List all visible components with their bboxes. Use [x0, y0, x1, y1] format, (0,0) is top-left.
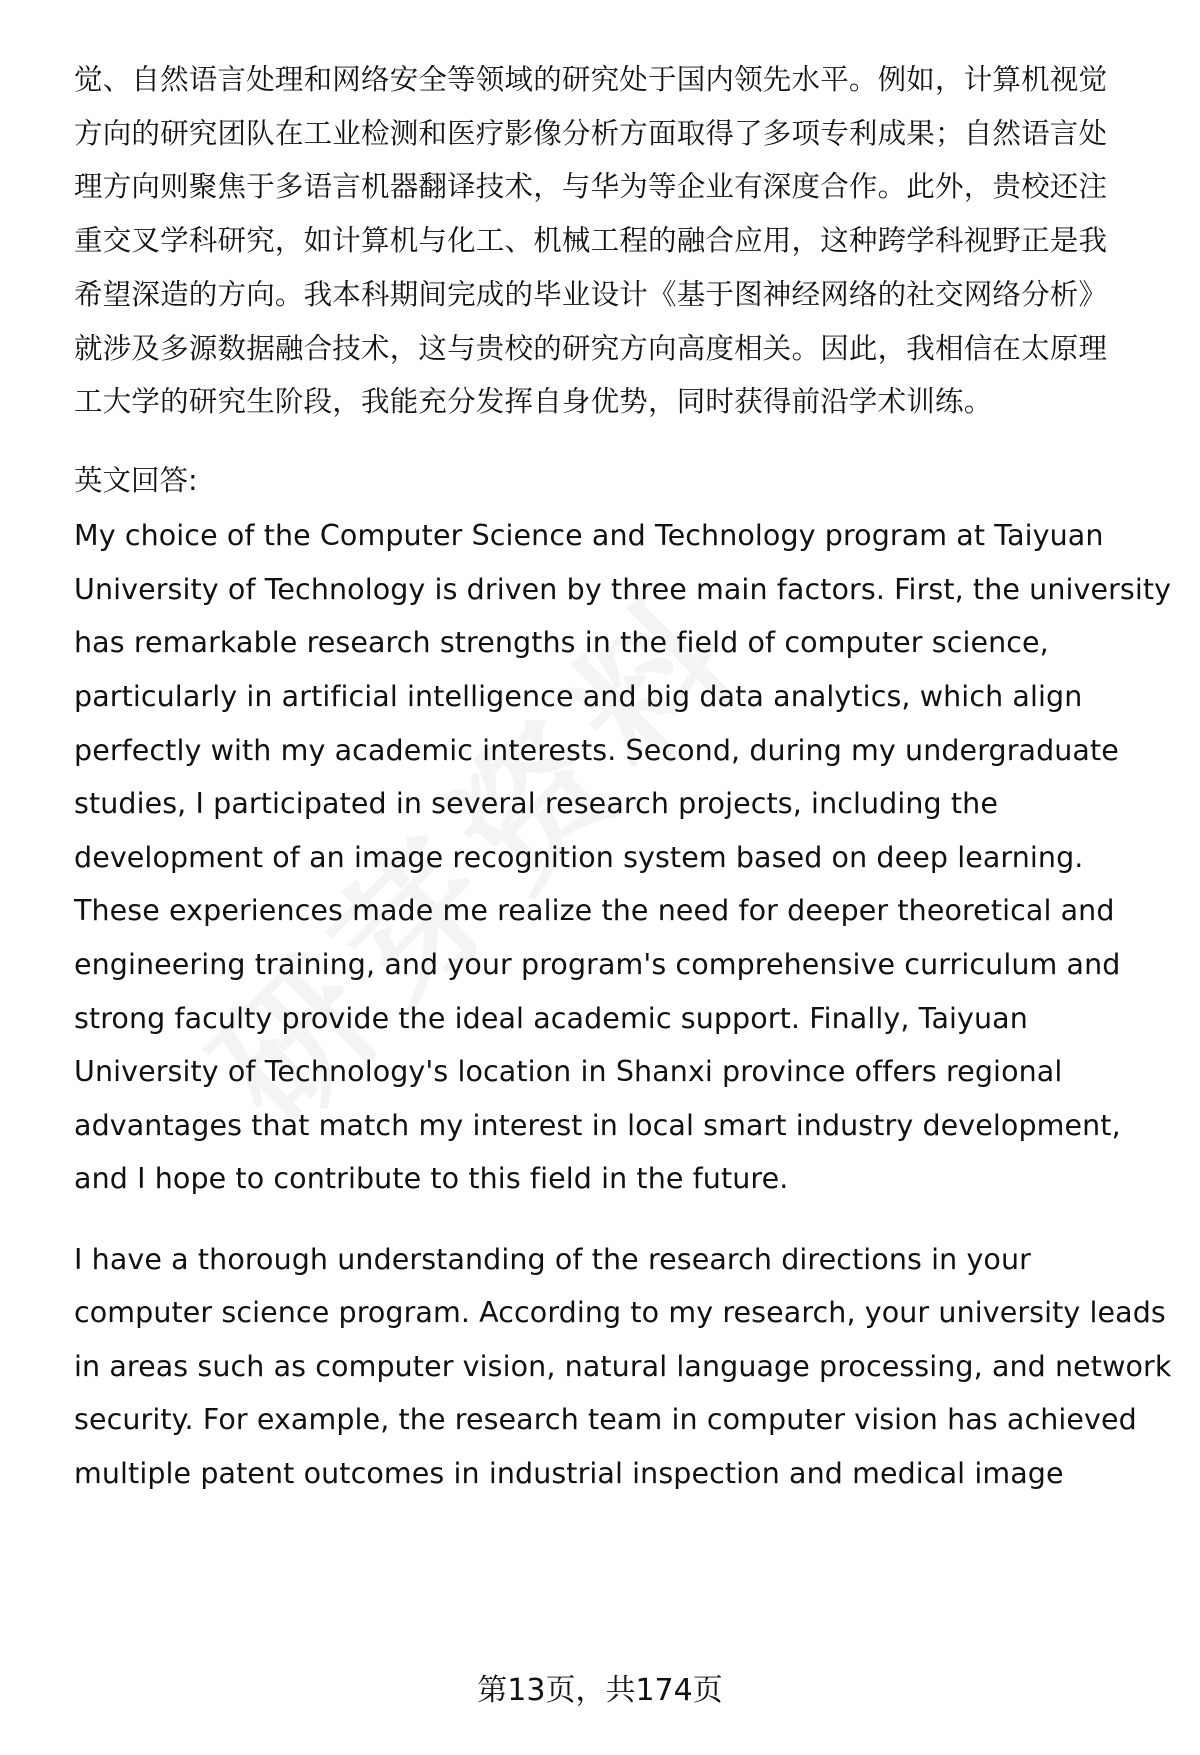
english-p1-line-6: studies, I participated in several research projects, including the — [74, 787, 998, 820]
english-p1-line-1: My choice of the Computer Science and Technology program at Taiyuan — [74, 519, 1104, 552]
page-number: 第13页，共174页 — [477, 1673, 723, 1708]
english-p1-line-5: perfectly with my academic interests. Second, during my undergraduate — [74, 734, 1119, 767]
english-p2-line-4: security. For example, the research team in computer vision has achieved — [74, 1403, 1137, 1436]
english-p1-line-4: particularly in artificial intelligence and big data analytics, which align — [74, 680, 1083, 713]
chinese-line-4: 重交叉学科研究，如计算机与化工、机械工程的融合应用，这种跨学科视野正是我 — [74, 224, 1108, 257]
english-p1-line-7: development of an image recognition system based on deep learning. — [74, 841, 1084, 874]
chinese-line-1: 觉、自然语言处理和网络安全等领域的研究处于国内领先水平。例如，计算机视觉 — [74, 63, 1108, 96]
english-p1-line-10: strong faculty provide the ideal academic support. Finally, Taiyuan — [74, 1002, 1028, 1035]
english-p1-line-8: These experiences made me realize the need for deeper theoretical and — [74, 894, 1115, 927]
english-p1-line-9: engineering training, and your program's comprehensive curriculum and — [74, 948, 1121, 981]
english-p2-line-1: I have a thorough understanding of the research directions in your — [74, 1243, 1031, 1276]
chinese-line-7: 工大学的研究生阶段，我能充分发挥自身优势，同时获得前沿学术训练。 — [74, 385, 993, 418]
english-p1-line-11: University of Technology's location in Shanxi province offers regional — [74, 1055, 1063, 1088]
english-p2-line-5: multiple patent outcomes in industrial inspection and medical image — [74, 1457, 1064, 1490]
english-p1-line-13: and I hope to contribute to this field in the future. — [74, 1162, 789, 1195]
english-p2-line-3: in areas such as computer vision, natural language processing, and network — [74, 1350, 1172, 1383]
english-p1-line-2: University of Technology is driven by three main factors. First, the university — [74, 573, 1172, 606]
chinese-line-6: 就涉及多源数据融合技术，这与贵校的研究方向高度相关。因此，我相信在太原理 — [74, 332, 1108, 365]
chinese-line-5: 希望深造的方向。我本科期间完成的毕业设计《基于图神经网络的社交网络分析》 — [74, 278, 1108, 311]
english-p1-line-12: advantages that match my interest in local smart industry development, — [74, 1109, 1121, 1142]
english-answer-label: 英文回答: — [74, 464, 198, 497]
english-p2-line-2: computer science program. According to my research, your university leads — [74, 1296, 1166, 1329]
chinese-line-3: 理方向则聚焦于多语言机器翻译技术，与华为等企业有深度合作。此外，贵校还注 — [74, 170, 1108, 203]
english-p1-line-3: has remarkable research strengths in the field of computer science, — [74, 626, 1049, 659]
chinese-line-2: 方向的研究团队在工业检测和医疗影像分析方面取得了多项专利成果；自然语言处 — [74, 117, 1108, 150]
